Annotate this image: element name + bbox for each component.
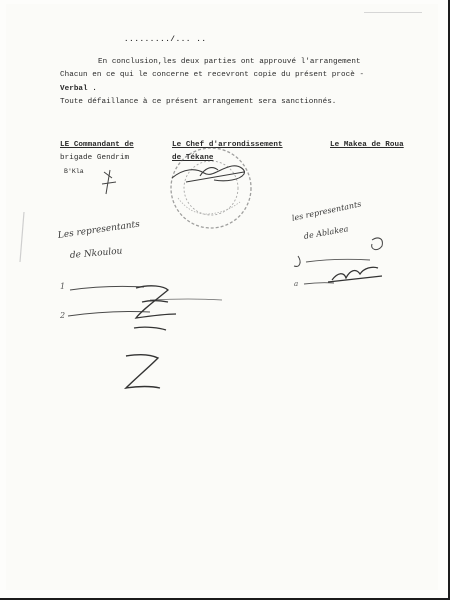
right-entry-number: a	[294, 280, 299, 288]
right-representative-signature	[328, 267, 382, 282]
left-signature	[102, 170, 116, 194]
entry-line-2b	[150, 299, 222, 300]
paragraph-line-1: En conclusion,les deux parties ont approuvé l'arrangement	[98, 58, 361, 66]
center-signature	[172, 166, 244, 182]
handwritten-note-left-2: de Nkoulou	[69, 246, 123, 261]
entry-number-2: 2	[60, 311, 66, 320]
margin-mark	[20, 212, 24, 262]
right-small-mark	[372, 238, 383, 250]
handwritten-note-right-2: de Ablakea	[303, 224, 350, 241]
signatory-right-title: Le Makea de Roua	[330, 141, 404, 149]
page-reference: ........./... ..	[124, 36, 207, 44]
lower-signature	[126, 355, 160, 388]
signatory-left-title: LE Commandant de	[60, 141, 134, 149]
paragraph-line-3: Verbal .	[60, 85, 97, 93]
official-stamp	[171, 148, 251, 228]
right-hook-mark	[294, 256, 300, 266]
signatory-left-subtitle: brigade Gendrim	[60, 154, 130, 162]
signatory-center-title: Le Chef d'arrondissement	[172, 141, 283, 149]
left-representative-signature	[134, 286, 176, 330]
paragraph-line-2: Chacun en ce qui le concerne et recevront copie du présent procè -	[60, 71, 365, 79]
handwritten-note-left-1: Les representants	[57, 219, 141, 241]
right-entry-line-1	[306, 259, 370, 262]
signatory-center-subtitle: de Tékane	[172, 154, 214, 162]
right-entry-line-2	[304, 283, 334, 284]
signatory-left-place: B'Kla	[64, 168, 84, 175]
handwritten-note-right-1: les representants	[291, 199, 363, 223]
paragraph-line-4: Toute défaillance à ce présent arrangement sera sanctionnés.	[60, 98, 337, 106]
entry-line-1	[70, 286, 144, 290]
entry-number-1: 1	[60, 282, 66, 291]
